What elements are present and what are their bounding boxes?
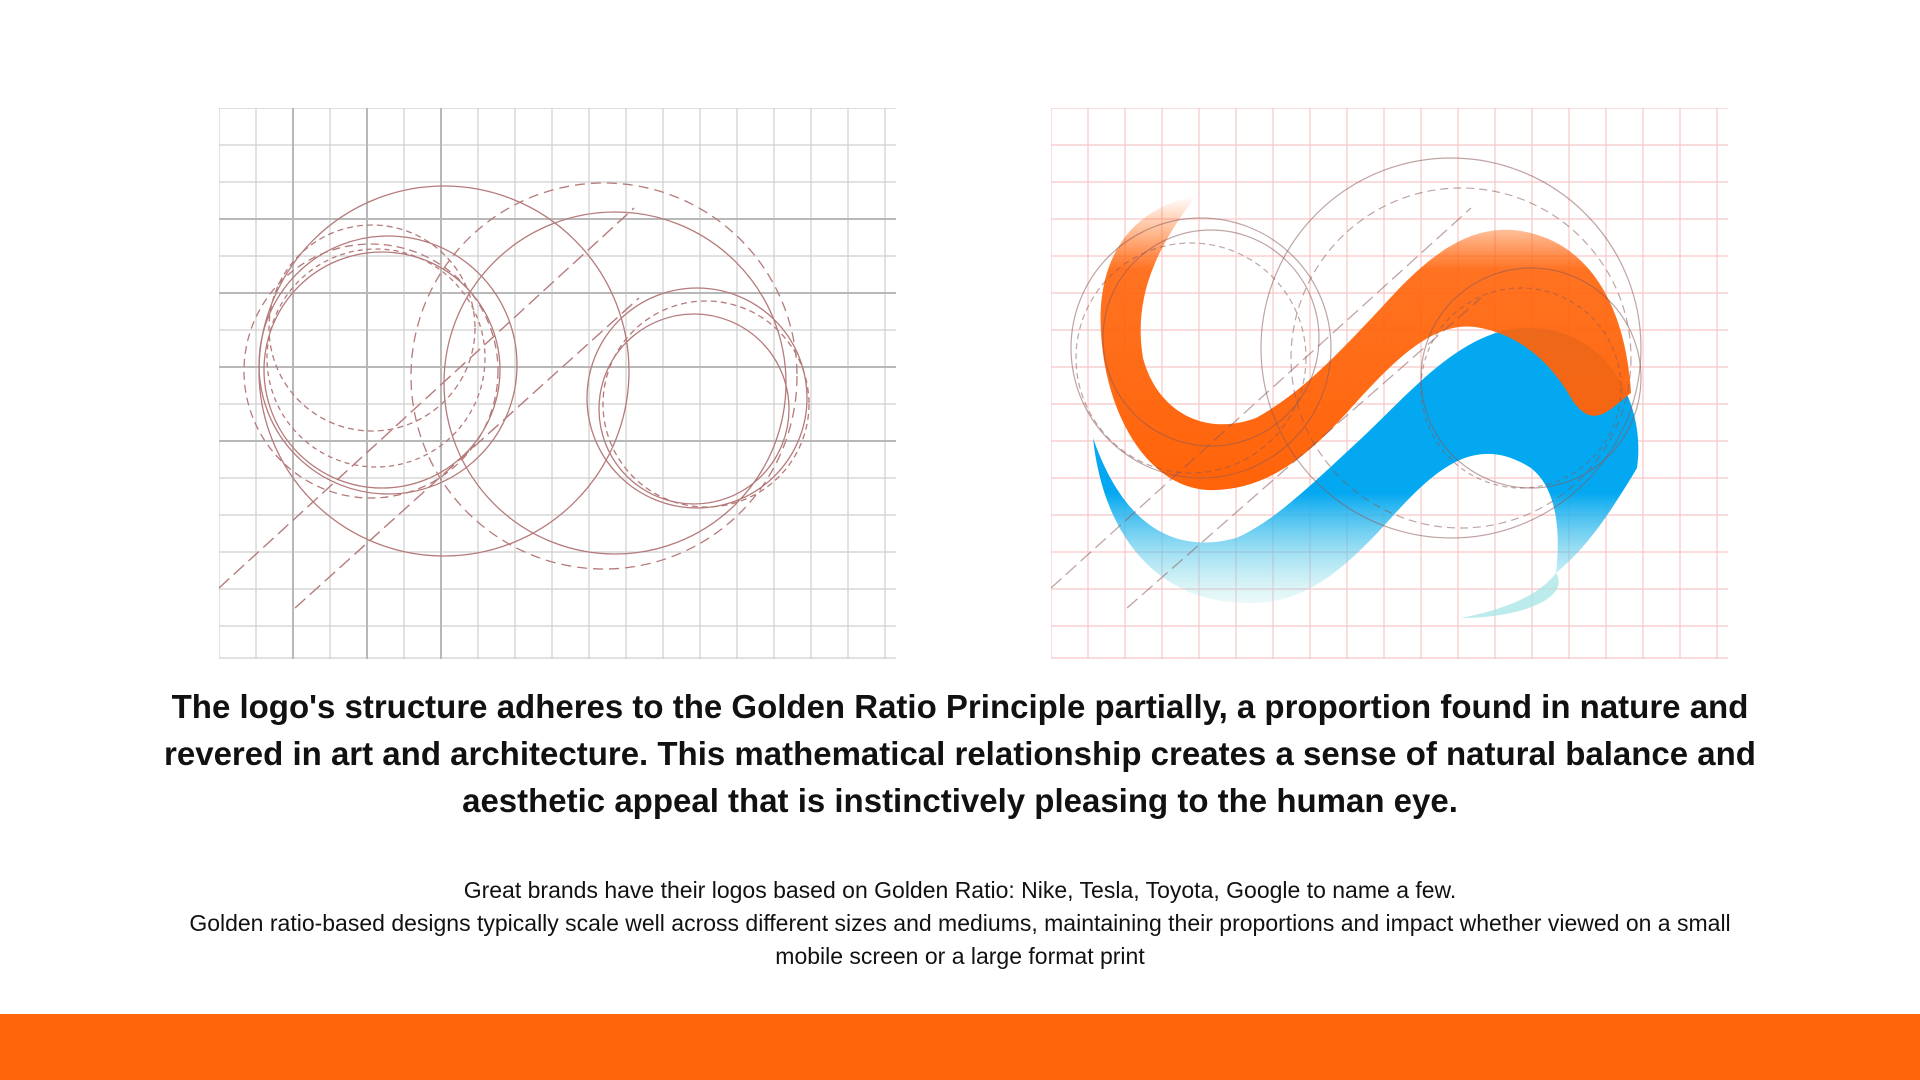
headline: The logo's structure adheres to the Golden Ratio Principle partially, a proportion found in nature and revered in art and architecture. This mathematical relationship creates a sense of natural balance and aesthetic appeal that is instinctively pleasing to the human eye. [164, 688, 1756, 819]
body-line-scaling: Golden ratio-based designs typically scale well across different sizes and mediums, maintaining their proportions and impact whether viewed on a small mobile screen or a large format print [189, 910, 1731, 969]
gray-grid [219, 108, 896, 659]
body-text [160, 874, 1760, 973]
logo-grid-illustration [1051, 108, 1728, 659]
construction-grid-illustration [219, 108, 896, 659]
gray-grid-major [219, 108, 896, 659]
logo-teal-tail [1461, 573, 1559, 618]
footer-bar [0, 1014, 1920, 1080]
construction-circles [244, 183, 809, 569]
body-line-brands: Great brands have their logos based on Golden Ratio: Nike, Tesla, Toyota, Google to name a few. [463, 877, 1457, 903]
construction-diagonals [219, 208, 639, 608]
logo-construction-panel [1051, 108, 1728, 659]
construction-grid-panel [219, 108, 896, 659]
